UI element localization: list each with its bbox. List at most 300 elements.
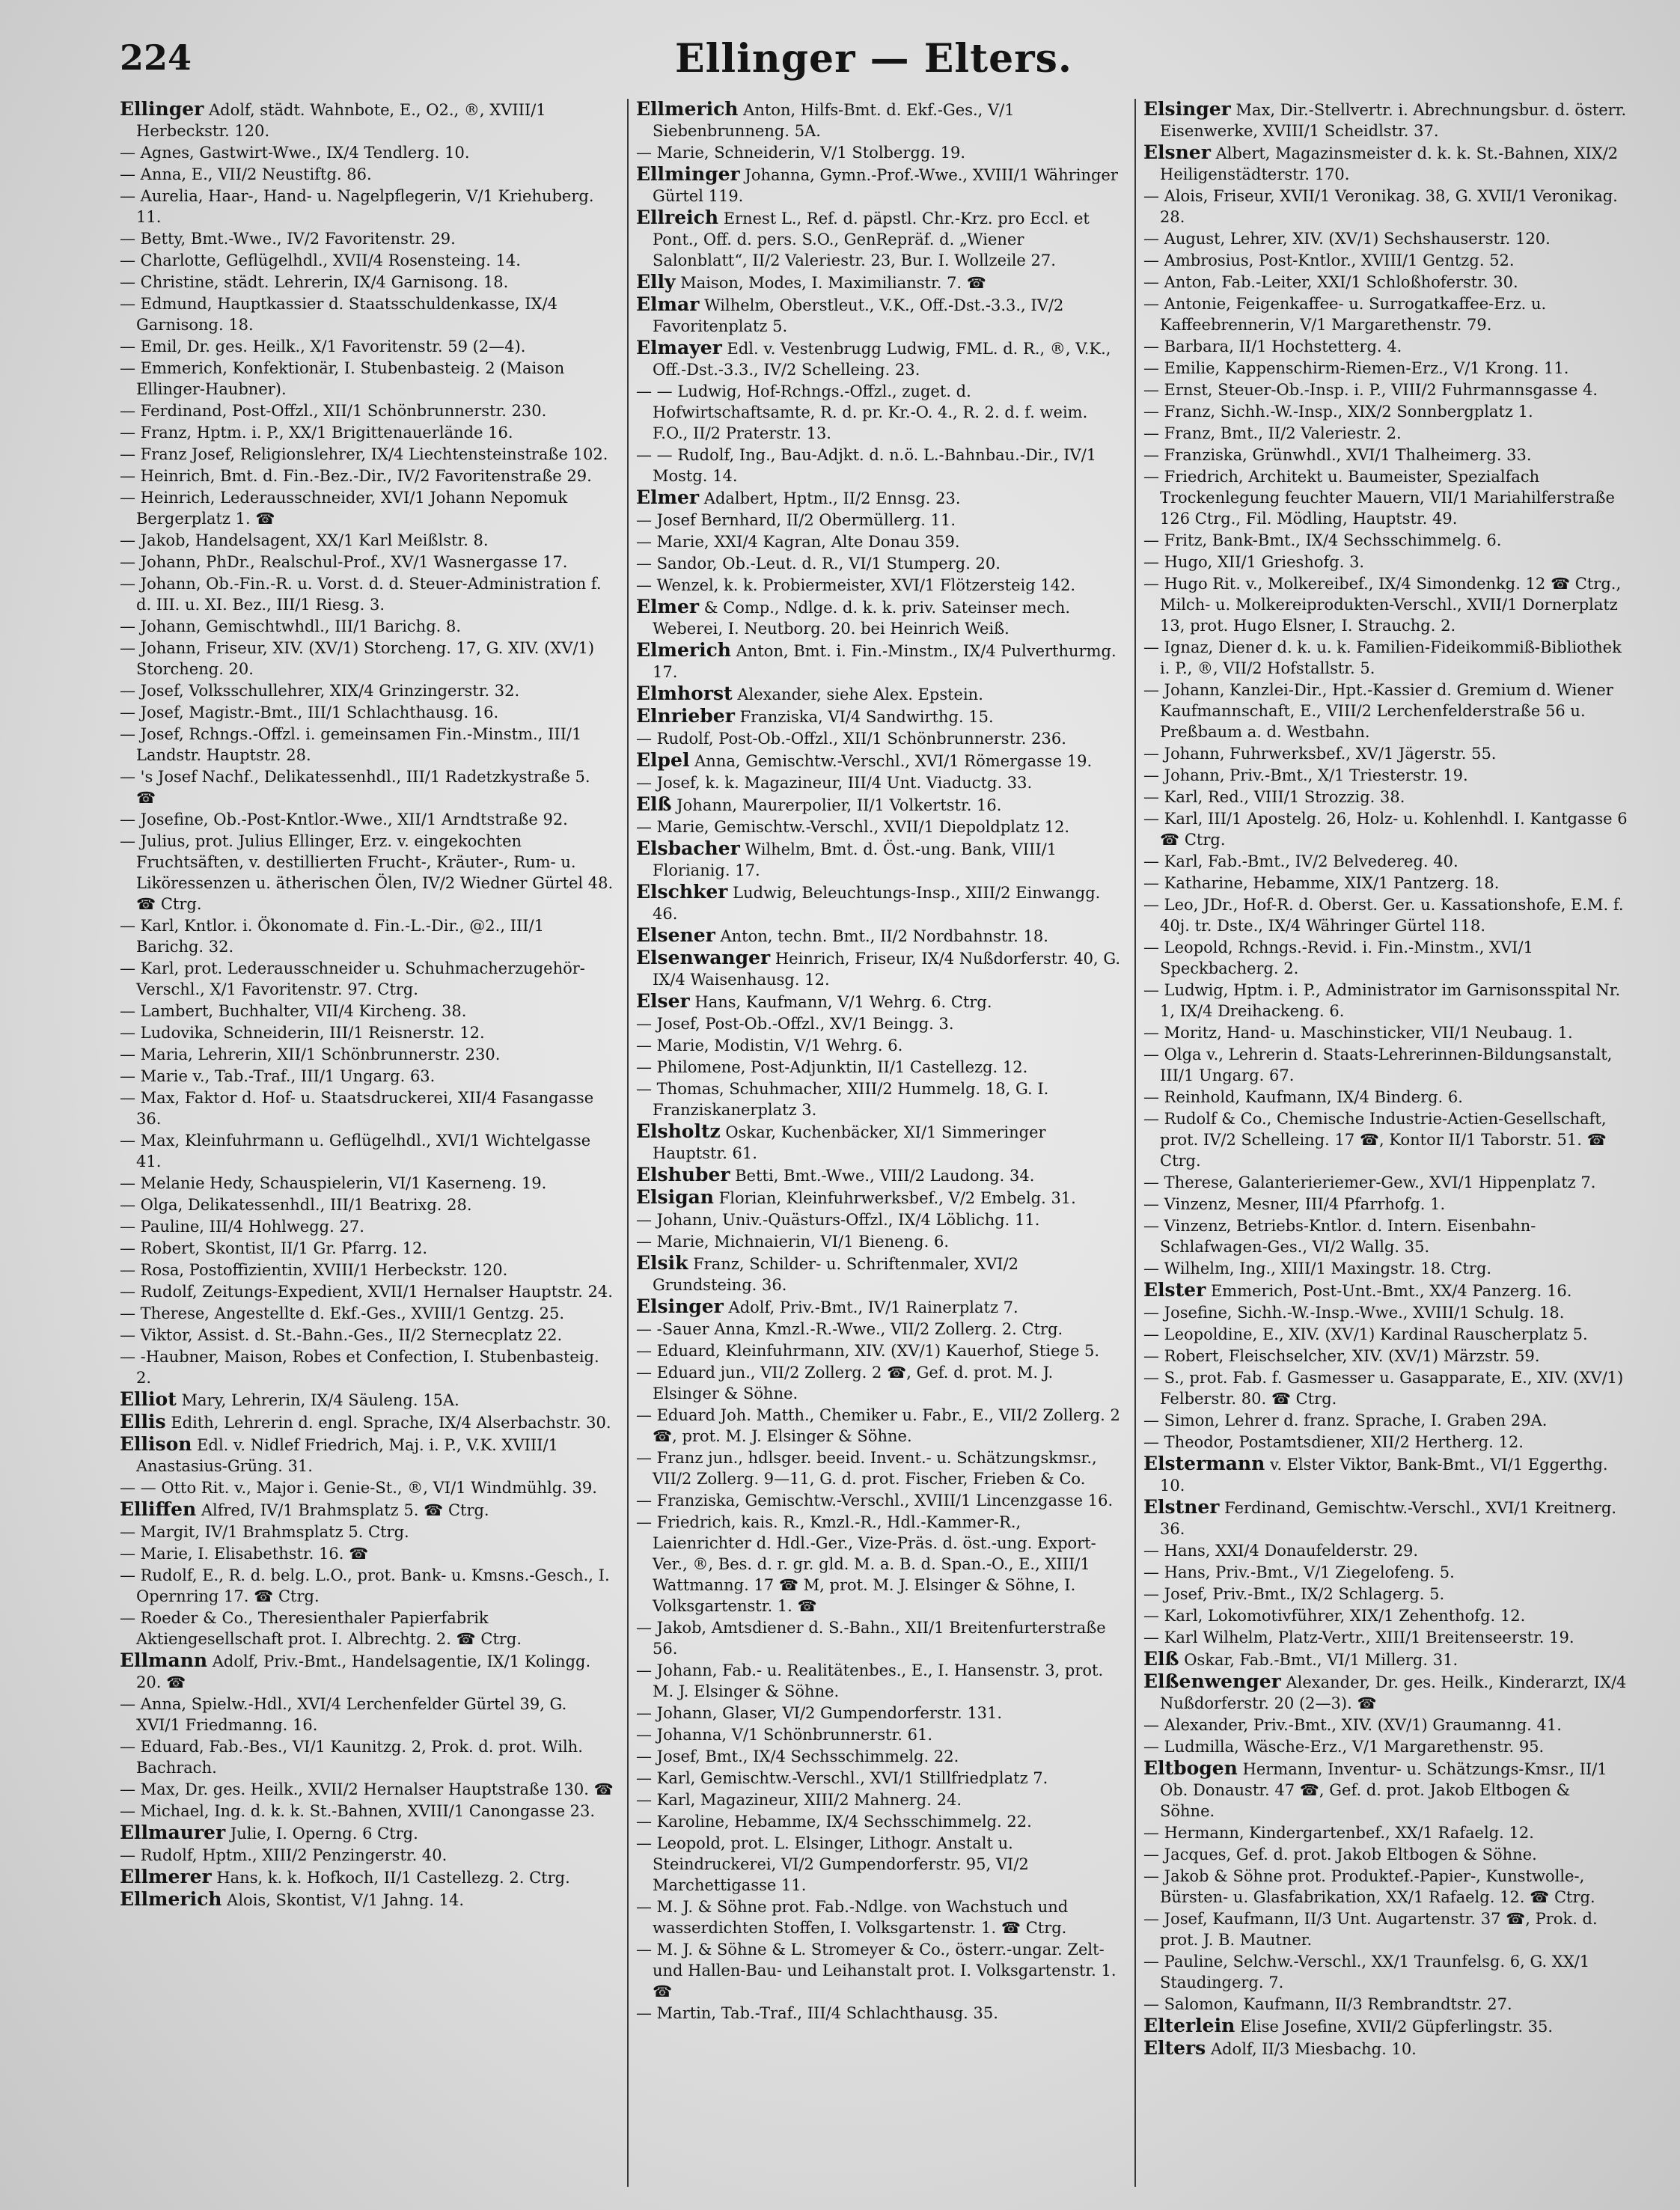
entry-headword: Elmhorst (636, 683, 733, 704)
directory-entry (1143, 787, 1628, 808)
entry-text: — Marie, Gemischtw.-Verschl., XVII/1 Diepoldplatz 12. (636, 818, 1070, 836)
directory-entry (1143, 293, 1628, 335)
directory-entry (636, 1319, 1121, 1340)
entry-text: — Anna, Spielw.-Hdl., XVI/4 Lerchenfelder Gürtel 39, G. XVI/1 Friedmanng. 16. (120, 1695, 567, 1734)
directory-entry (120, 1087, 614, 1129)
entry-text: — Viktor, Assist. d. St.-Bahn.-Ges., II/2 Sternecplatz 22. (120, 1326, 563, 1344)
entry-text: Ludwig, Beleuchtungs-Insp., XIII/2 Einwangg. 46. (653, 884, 1101, 923)
entry-text: — Hermann, Kindergartenbef., XX/1 Rafaelg. 12. (1143, 1824, 1534, 1842)
entry-headword: Elster (1143, 1279, 1206, 1301)
directory-entry (120, 1389, 614, 1411)
entry-text: — Johann, Priv.-Bmt., X/1 Triesterstr. 19. (1143, 766, 1468, 784)
directory-entry (1143, 1044, 1628, 1086)
column-3 (1134, 99, 1634, 2187)
entry-text: — Antonie, Feigenkaffee- u. Surrogatkaffee-Erz. u. Kaffeebrennerin, V/1 Margarethenstr. 79. (1143, 295, 1547, 334)
entry-text: Julie, I. Operng. 6 Ctrg. (230, 1825, 418, 1843)
directory-entry (636, 1164, 1121, 1186)
entry-headword: Ellison (120, 1433, 192, 1455)
directory-entry (636, 1209, 1121, 1230)
entry-headword: Ellminger (636, 163, 740, 185)
entry-text: — Franz jun., hdlsger. beeid. Invent.- u. Schätzungskmsr., VII/2 Zollerg. 9—11, G. d. prot. Fischer, Frieben & Co. (636, 1449, 1097, 1488)
entry-text: Anton, Bmt. i. Fin.-Minstm., IX/4 Pulverthurmg. 17. (653, 642, 1117, 681)
entry-text: — Robert, Skontist, II/1 Gr. Pfarrg. 12. (120, 1239, 428, 1257)
entry-text: — Maria, Lehrerin, XII/1 Schönbrunnerstr. 230. (120, 1046, 501, 1063)
entry-text: — Therese, Angestellte d. Ekf.-Ges., XVIII/1 Gentzg. 25. (120, 1304, 565, 1322)
entry-text: — Emilie, Kappenschirm-Riemen-Erz., V/1 Krong. 11. (1143, 359, 1569, 377)
directory-entry (1143, 336, 1628, 357)
directory-entry (1143, 1022, 1628, 1043)
entry-headword: Elmayer (636, 337, 722, 358)
directory-entry (636, 1724, 1121, 1745)
entry-text: — Robert, Fleischselcher, XIV. (XV/1) Märzstr. 59. (1143, 1347, 1540, 1365)
directory-entry (636, 142, 1121, 163)
directory-entry (120, 1845, 614, 1866)
entry-headword: Elschker (636, 881, 728, 903)
entry-text: — Rosa, Postoffizientin, XVIII/1 Herbeckstr. 120. (120, 1261, 508, 1279)
directory-entry (120, 1477, 614, 1498)
entry-text: — Rudolf, E., R. d. belg. L.O., prot. Bank- u. Kmsns.-Gesch., I. Opernring 17. ☎ Ctrg. (120, 1566, 610, 1605)
entry-text: Alfred, IV/1 Brahmsplatz 5. ☎ Ctrg. (201, 1501, 489, 1519)
directory-entry (1143, 1866, 1628, 1908)
entry-headword: Elshuber (636, 1164, 730, 1185)
directory-entry (1143, 765, 1628, 786)
directory-entry (636, 1512, 1121, 1617)
entry-text: — Martin, Tab.-Traf., III/4 Schlachthausg. 35. (636, 2004, 998, 2022)
directory-entry (636, 207, 1121, 271)
directory-entry (120, 1001, 614, 1022)
entry-headword: Ellis (120, 1411, 166, 1432)
entry-text: — Marie v., Tab.-Traf., III/1 Ungarg. 63. (120, 1067, 436, 1085)
directory-entry (636, 1447, 1121, 1489)
entry-text: — Ernst, Steuer-Ob.-Insp. i. P., VIII/2 Fuhrmannsgasse 4. (1143, 381, 1598, 399)
entry-text: — Leopoldine, E., XIV. (XV/1) Kardinal Rauscherplatz 5. (1143, 1325, 1588, 1343)
directory-entry (120, 142, 614, 163)
entry-text: & Comp., Ndlge. d. k. k. priv. Sateinser mech. Weberei, I. Neutborg. 20. bei Heinrich Weiß. (653, 599, 1071, 638)
directory-entry (1143, 851, 1628, 872)
entry-text: — August, Lehrer, XIV. (XV/1) Sechshauserstr. 120. (1143, 230, 1551, 248)
entry-text: — Josefine, Ob.-Post-Kntlor.-Wwe., XII/1 Arndtstraße 92. (120, 811, 568, 828)
entry-text: Edl. v. Nidlef Friedrich, Maj. i. P., V.K. XVIII/1 Anastasius-Grüng. 31. (136, 1436, 558, 1475)
entry-text: — Olga v., Lehrerin d. Staats-Lehrerinnen-Bildungsanstalt, III/1 Ungarg. 67. (1143, 1046, 1613, 1084)
entry-text: — Karl, III/1 Apostelg. 26, Holz- u. Kohlenhdl. I. Kantgasse 6 ☎ Ctrg. (1143, 810, 1628, 849)
entry-headword: Ellmerer (120, 1866, 212, 1887)
directory-entry (120, 336, 614, 357)
directory-entry (120, 1303, 614, 1324)
directory-entry (1143, 186, 1628, 228)
directory-entry (1143, 2038, 1628, 2060)
directory-entry (1143, 1758, 1628, 1822)
directory-entry (120, 530, 614, 551)
entry-text: — Fritz, Bank-Bmt., IX/4 Sechsschimmelg. 6. (1143, 531, 1502, 549)
entry-text: Franziska, VI/4 Sandwirthg. 15. (739, 708, 994, 726)
directory-entry (1143, 423, 1628, 444)
directory-entry (636, 1939, 1121, 2002)
entry-text: — Rudolf & Co., Chemische Industrie-Actien-Gesellschaft, prot. IV/2 Schelleing. 17 ☎, Kontor II/1 Taborstr. 51. ☎ Ctrg. (1143, 1110, 1607, 1170)
entry-text: — Josef, Volksschullehrer, XIX/4 Grinzingerstr. 32. (120, 682, 520, 700)
directory-entry (120, 915, 614, 957)
directory-entry (1143, 466, 1628, 529)
directory-entry (120, 465, 614, 486)
entry-text: Albert, Magazinsmeister d. k. k. St.-Bahnen, XIX/2 Heiligenstädterstr. 170. (1160, 144, 1619, 183)
entry-text: Ernest L., Ref. d. päpstl. Chr.-Krz. pro Eccl. et Pont., Off. d. pers. S.O., GenRepräf. d. „Wiener Salonblatt“, II/2 Valeriestr. 23, Bur. I. Wollzeile 27. (653, 210, 1090, 269)
directory-entry (120, 1565, 614, 1607)
entry-text: — Leopold, prot. L. Elsinger, Lithogr. Anstalt u. Steindruckerei, VI/2 Gumpendorferstr. 95, VI/2 Marchettigasse 11. (636, 1834, 1029, 1894)
entry-text: — Jakob & Söhne prot. Produktef.-Papier-, Kunstwolle-, Bürsten- u. Glasfabrikation, XX/1 Rafaelg. 12. ☎ Ctrg. (1143, 1867, 1595, 1906)
directory-entry (636, 683, 1121, 705)
entry-text: Franz, Schilder- u. Schriftenmaler, XVI/2 Grundsteing. 36. (653, 1255, 1018, 1294)
entry-text: — Katharine, Hebamme, XIX/1 Pantzerg. 18. (1143, 874, 1500, 892)
entry-headword: Elsenwanger (636, 947, 771, 968)
entry-text: Edl. v. Vestenbrugg Ludwig, FML. d. R., ®, V.K., Off.-Dst.-3.3., IV/2 Schelleing. 23. (653, 340, 1111, 379)
directory-entry (636, 294, 1121, 337)
entry-text: — Eduard, Fab.-Bes., VI/1 Kaunitzg. 2, Prok. d. prot. Wilh. Bachrach. (120, 1738, 583, 1777)
entry-text: — S., prot. Fab. f. Gasmesser u. Gasapparate, E., XIV. (XV/1) Felberstr. 80. ☎ Ctrg. (1143, 1369, 1624, 1408)
directory-entry (120, 228, 614, 249)
directory-entry (120, 272, 614, 293)
directory-entry (636, 272, 1121, 293)
entry-text: — Karl, Kntlor. i. Ökonomate d. Fin.-L.-Dir., @2., III/1 Barichg. 32. (120, 917, 544, 956)
entry-text: — Ferdinand, Post-Offzl., XII/1 Schönbrunnerstr. 230. (120, 402, 547, 420)
directory-entry (120, 1543, 614, 1564)
directory-entry (636, 1121, 1121, 1164)
entry-text: — Karl, Gemischtw.-Verschl., XVI/1 Stillfriedplatz 7. (636, 1769, 1048, 1787)
entry-text: — Lambert, Buchhalter, VII/4 Kircheng. 38. (120, 1002, 467, 1020)
entry-text: — Vinzenz, Betriebs-Kntlor. d. Intern. Eisenbahn-Schlafwagen-Ges., VI/2 Wallg. 35. (1143, 1217, 1536, 1256)
entry-text: — Aurelia, Haar-, Hand- u. Nagelpflegerin, V/1 Kriehuberg. 11. (120, 187, 594, 226)
entry-text: Maison, Modes, I. Maximilianstr. 7. ☎ (680, 274, 986, 292)
entry-text: — M. J. & Söhne & L. Stromeyer & Co., österr.-ungar. Zelt- und Hallen-Bau- und Leihanstalt prot. I. Volksgartenstr. 1. ☎ (636, 1941, 1117, 2000)
entry-text: — Julius, prot. Julius Ellinger, Erz. v. eingekochten Fruchtsäften, v. destillierten Frucht-, Kräuter-, Rum- u. Liköressenzen u. ätherischen Ölen, IV/2 Wiedner Gürtel 48. ☎ Ctrg. (120, 832, 614, 913)
directory-entry (1143, 743, 1628, 764)
column-1 (120, 99, 620, 2187)
directory-entry (636, 164, 1121, 207)
entry-text: Heinrich, Friseur, IX/4 Nußdorferstr. 40, G. IX/4 Waisenhausg. 12. (653, 950, 1121, 989)
directory-entry (1143, 379, 1628, 400)
entry-text: — Ludmilla, Wäsche-Erz., V/1 Margarethenstr. 95. (1143, 1738, 1545, 1756)
directory-entry (120, 552, 614, 573)
directory-entry (1143, 1280, 1628, 1301)
directory-entry (636, 750, 1121, 772)
entry-text: — Melanie Hedy, Schauspielerin, VI/1 Kaserneng. 19. (120, 1174, 547, 1192)
directory-entry (1143, 250, 1628, 271)
entry-text: Anton, Hilfs-Bmt. d. Ekf.-Ges., V/1 Siebenbrunneng. 5A. (653, 101, 1015, 140)
entry-text: — Marie, Modistin, V/1 Wehrg. 6. (636, 1037, 903, 1054)
entry-headword: Ellmerich (120, 1888, 222, 1910)
entry-text: Anna, Gemischtw.-Verschl., XVI/1 Römergasse 19. (694, 752, 1093, 770)
entry-text: Wilhelm, Oberstleut., V.K., Off.-Dst.-3.3., IV/2 Favoritenplatz 5. (653, 296, 1064, 335)
directory-entry (1143, 808, 1628, 850)
entry-text: — Franziska, Grünwhdl., XVI/1 Thalheimerg. 33. (1143, 446, 1532, 464)
directory-entry (120, 1694, 614, 1736)
entry-text: — Max, Faktor d. Hof- u. Staatsdruckerei, XII/4 Fasangasse 36. (120, 1089, 594, 1128)
directory-entry (1143, 228, 1628, 249)
entry-text: — Josef, Priv.-Bmt., IX/2 Schlagerg. 5. (1143, 1585, 1445, 1603)
entry-headword: Elmar (636, 293, 700, 315)
entry-headword: Elsholtz (636, 1120, 721, 1142)
directory-entry (636, 1746, 1121, 1767)
directory-entry (636, 381, 1121, 444)
directory-entry (120, 1066, 614, 1087)
directory-entry (636, 1296, 1121, 1318)
directory-entry (636, 1362, 1121, 1404)
entry-headword: Elmer (636, 486, 700, 508)
entry-headword: Elpel (636, 749, 690, 771)
entry-headword: Elmer (636, 596, 700, 617)
directory-entry (120, 1801, 614, 1822)
entry-text: — Leo, JDr., Hof-R. d. Oberst. Ger. u. Kassationshofe, E.M. f. 40j. tr. Dste., IX/4 Währinger Gürtel 118. (1143, 896, 1624, 935)
entry-text: — Margit, IV/1 Brahmsplatz 5. Ctrg. (120, 1523, 409, 1541)
entry-text: — Jakob, Amtsdiener d. S.-Bahn., XII/1 Breitenfurterstraße 56. (636, 1619, 1106, 1658)
entry-text: v. Elster Viktor, Bank-Bmt., VI/1 Eggerthg. 10. (1160, 1456, 1608, 1495)
directory-entry (120, 1216, 614, 1237)
entry-text: — Alexander, Priv.-Bmt., XIV. (XV/1) Graumanng. 41. (1143, 1716, 1562, 1734)
entry-text: — Michael, Ing. d. k. k. St.-Bahnen, XVIII/1 Canongasse 23. (120, 1802, 596, 1820)
directory-entry (636, 640, 1121, 683)
directory-entry (636, 1013, 1121, 1034)
entry-text: — Marie, Schneiderin, V/1 Stolbergg. 19. (636, 144, 966, 162)
entry-text: Hermann, Inventur- u. Schätzungs-Kmsr., II/1 Ob. Donaustr. 47 ☎, Gef. d. prot. Jakob Eltbogen & Söhne. (1160, 1760, 1607, 1820)
directory-entry (1143, 1584, 1628, 1605)
entry-text: — Pauline, III/4 Hohlwegg. 27. (120, 1218, 364, 1236)
directory-entry (636, 1789, 1121, 1810)
directory-entry (636, 991, 1121, 1013)
directory-entry (1143, 637, 1628, 679)
directory-entry (636, 1187, 1121, 1209)
entry-text: — — Rudolf, Ing., Bau-Adjkt. d. n.ö. L.-Bahnbau.-Dir., IV/1 Mostg. 14. (636, 446, 1097, 485)
entry-text: — Emil, Dr. ges. Heilk., X/1 Favoritenstr. 59 (2—4). (120, 338, 526, 355)
directory-entry (636, 838, 1121, 881)
entry-text: — Johann, Friseur, XIV. (XV/1) Storcheng. 17, G. XIV. (XV/1) Storcheng. 20. (120, 639, 595, 678)
entry-text: — Pauline, Selchw.-Verschl., XX/1 Traunfelsg. 6, G. XX/1 Staudingerg. 7. (1143, 1953, 1590, 1991)
entry-text: — Wilhelm, Ing., XIII/1 Maxingstr. 18. Ctrg. (1143, 1260, 1492, 1278)
directory-entry (1143, 1108, 1628, 1171)
directory-entry (636, 947, 1121, 990)
entry-text: — Friedrich, kais. R., Kmzl.-R., Hdl.-Kammer-R., Laienrichter d. Hdl.-Ger., Vize-Präs. d. öst.-ung. Export-Ver., ®, Bes. d. r. gr. gld. M. a. B. d. Span.-O., E., XIII/1 Wattmanng. 17 ☎ M, prot. M. J. Elsinger & Söhne, I. Volksgartenstr. 1. ☎ (636, 1513, 1096, 1615)
entry-text: — Ludovika, Schneiderin, III/1 Reisnerstr. 12. (120, 1024, 485, 1042)
directory-entry (1143, 1194, 1628, 1215)
entry-text: — Josef, Post-Ob.-Offzl., XV/1 Beingg. 3. (636, 1015, 954, 1033)
entry-text: Ferdinand, Gemischtw.-Verschl., XVI/1 Kreitnerg. 36. (1160, 1499, 1617, 1538)
entry-text: — Heinrich, Bmt. d. Fin.-Bez.-Dir., IV/2 Favoritenstraße 29. (120, 467, 592, 485)
entry-headword: Elß (1143, 1648, 1179, 1670)
directory-entry (636, 1340, 1121, 1361)
directory-entry (1143, 1302, 1628, 1323)
entry-text: Alexander, Dr. ges. Heilk., Kinderarzt, IX/4 Nußdorferstr. 20 (2—3). ☎ (1160, 1673, 1627, 1712)
entry-text: — Rudolf, Hptm., XIII/2 Penzingerstr. 40. (120, 1846, 448, 1864)
entry-text: — Sandor, Ob.-Leut. d. R., VI/1 Stumperg. 20. (636, 555, 1001, 573)
directory-entry (636, 338, 1121, 380)
directory-entry (120, 1650, 614, 1693)
directory-entry (120, 724, 614, 766)
entry-headword: Elstner (1143, 1496, 1220, 1518)
entry-text: — -Sauer Anna, Kmzl.-R.-Wwe., VII/2 Zollerg. 2. Ctrg. (636, 1320, 1063, 1338)
entry-text: Max, Dir.-Stellvertr. i. Abrechnungsbur. d. österr. Eisenwerke, XVIII/1 Scheidlstr. 37. (1160, 101, 1627, 140)
entry-text: — Betty, Bmt.-Wwe., IV/2 Favoritenstr. 29. (120, 230, 456, 248)
entry-text: — -Haubner, Maison, Robes et Confection, I. Stubenbasteig. 2. (120, 1348, 599, 1387)
entry-headword: Ellreich (636, 207, 719, 228)
entry-text: Johann, Maurerpolier, II/1 Volkertstr. 16. (676, 796, 1002, 814)
directory-entry (120, 616, 614, 637)
entry-text: — Johann, Kanzlei-Dir., Hpt.-Kassier d. Gremium d. Wiener Kaufmannschaft, E., VIII/2 Lerchenfelderstraße 56 u. Preßbaum a. d. Westbahn. (1143, 681, 1613, 741)
directory-entry (636, 510, 1121, 531)
directory-entry (636, 531, 1121, 552)
directory-entry (636, 575, 1121, 596)
directory-entry (1143, 358, 1628, 379)
directory-entry (636, 487, 1121, 509)
directory-entry (636, 1811, 1121, 1832)
entry-headword: Elsinger (636, 1295, 724, 1317)
entry-text: — M. J. & Söhne prot. Fab.-Ndlge. von Wachstuch und wasserdichten Stoffen, I. Volksgartenstr. 1. ☎ Ctrg. (636, 1898, 1069, 1937)
entry-headword: Elsigan (636, 1186, 714, 1208)
directory-entry (636, 1896, 1121, 1938)
directory-entry (636, 706, 1121, 727)
entry-headword: Elsik (636, 1252, 688, 1274)
entry-text: — Thomas, Schuhmacher, XIII/2 Hummelg. 18, G. I. Franziskanerplatz 3. (636, 1080, 1049, 1119)
directory-entry (120, 680, 614, 701)
entry-text: — Josef, Bmt., IX/4 Sechsschimmelg. 22. (636, 1747, 959, 1765)
directory-entry (636, 445, 1121, 486)
directory-entry (1143, 272, 1628, 293)
directory-entry (120, 809, 614, 830)
directory-entry (1143, 401, 1628, 422)
entry-text: — Christine, städt. Lehrerin, IX/4 Garnisong. 18. (120, 273, 509, 291)
entry-text: — Josef, Rchngs.-Offzl. i. gemeinsamen Fin.-Minstm., III/1 Landstr. Hauptstr. 28. (120, 725, 582, 764)
entry-text: — Karl Wilhelm, Platz-Vertr., XIII/1 Breitenseerstr. 19. (1143, 1628, 1574, 1646)
entry-text: — Jakob, Handelsagent, XX/1 Karl Meißlstr. 8. (120, 531, 489, 549)
directory-entry (120, 1260, 614, 1280)
directory-entry (120, 1411, 614, 1433)
directory-entry (1143, 1258, 1628, 1279)
entry-text: Emmerich, Post-Unt.-Bmt., XX/4 Panzerg. 16. (1210, 1282, 1572, 1300)
entry-text: Wilhelm, Bmt. d. Öst.-ung. Bank, VIII/1 Florianig. 17. (653, 840, 1057, 879)
directory-entry (120, 1866, 614, 1888)
directory-entry (120, 1608, 614, 1649)
column-2 (627, 99, 1127, 2187)
entry-text: Elise Josefine, XVII/2 Güpferlingstr. 35. (1239, 2018, 1554, 2036)
directory-entry (120, 1521, 614, 1542)
entry-text: Mary, Lehrerin, IX/4 Säuleng. 15A. (181, 1391, 459, 1409)
entry-text: Adolf, Priv.-Bmt., IV/1 Rainerplatz 7. (728, 1298, 1018, 1316)
entry-text: — Karl, Lokomotivführer, XIX/1 Zehenthofg. 12. (1143, 1607, 1526, 1625)
directory-entry (1143, 573, 1628, 636)
entry-headword: Elsbacher (636, 837, 740, 859)
entry-text: — Moritz, Hand- u. Maschinsticker, VII/1 Neubaug. 1. (1143, 1024, 1573, 1042)
page-header (120, 30, 1628, 90)
directory-entry (1143, 1432, 1628, 1453)
entry-text: — Anna, E., VII/2 Neustiftg. 86. (120, 165, 372, 183)
entry-text: Oskar, Kuchenbäcker, XI/1 Simmeringer Hauptstr. 61. (653, 1123, 1046, 1162)
directory-entry (120, 1044, 614, 1065)
entry-text: — Leopold, Rchngs.-Revid. i. Fin.-Minstm., XVI/1 Speckbacherg. 2. (1143, 938, 1533, 977)
entry-text: — Heinrich, Lederausschneider, XVI/1 Johann Nepomuk Bergerplatz 1. ☎ (120, 489, 568, 528)
directory-entry (120, 1434, 614, 1477)
directory-entry (636, 925, 1121, 947)
entry-text: Alexander, siehe Alex. Epstein. (737, 686, 983, 703)
entry-headword: Elsinger (1143, 99, 1231, 120)
directory-entry (120, 164, 614, 185)
entry-text: — Johann, Glaser, VI/2 Gumpendorferstr. 131. (636, 1704, 1003, 1722)
directory-entry (636, 1253, 1121, 1295)
directory-entry (1143, 2015, 1628, 2037)
directory-entry (120, 1779, 614, 1800)
entry-text: Florian, Kleinfuhrwerksbef., V/2 Embelg. 31. (718, 1189, 1076, 1207)
directory-entry (120, 250, 614, 271)
entry-text: — Eduard jun., VII/2 Zollerg. 2 ☎, Gef. d. prot. M. J. Elsinger & Söhne. (636, 1364, 1054, 1402)
entry-headword: Elliot (120, 1388, 177, 1410)
directory-entry (636, 1078, 1121, 1120)
entry-headword: Elly (636, 271, 676, 293)
entry-text: — Friedrich, Architekt u. Baumeister, Spezialfach Trockenlegung feuchter Mauern, VII/1 Mariahilferstraße 126 Ctrg., Fil. Mödling, Hauptstr. 49. (1143, 468, 1615, 528)
directory-entry (1143, 1497, 1628, 1539)
entry-text: — Agnes, Gastwirt-Wwe., IX/4 Tendlerg. 10. (120, 144, 470, 162)
entry-text: — Josef, Magistr.-Bmt., III/1 Schlachthausg. 16. (120, 703, 499, 721)
directory-entry (1143, 530, 1628, 551)
entry-text: Adolf, städt. Wahnbote, E., O2., ®, XVIII/1 Herbeckstr. 120. (136, 101, 546, 140)
directory-entry (120, 1130, 614, 1172)
entry-text: — Emmerich, Konfektionär, I. Stubenbasteig. 2 (Maison Ellinger-Haubner). (120, 359, 565, 398)
directory-entry (636, 553, 1121, 574)
entry-headword: Elnrieber (636, 705, 735, 727)
entry-headword: Elmerich (636, 639, 731, 661)
directory-entry (120, 1325, 614, 1346)
entry-text: — 's Josef Nachf., Delikatessenhdl., III/1 Radetzkystraße 5. ☎ (120, 768, 590, 807)
entry-headword: Elßenwenger (1143, 1670, 1281, 1692)
directory-entry (1143, 1540, 1628, 1561)
entry-text: — Johann, Ob.-Fin.-R. u. Vorst. d. d. Steuer-Administration f. d. III. u. XI. Bez., III/1 Riesg. 3. (120, 575, 602, 614)
entry-text: Alois, Skontist, V/1 Jahng. 14. (227, 1891, 464, 1909)
entry-text: — Karoline, Hebamme, IX/4 Sechsschimmelg. 22. (636, 1813, 1032, 1831)
entry-text: — Charlotte, Geflügelhdl., XVII/4 Rosensteing. 14. (120, 251, 521, 269)
directory-entry (1143, 1172, 1628, 1193)
entry-text: — — Ludwig, Hof-Rchngs.-Offzl., zuget. d. Hofwirtschaftsamte, R. d. pr. Kr.-O. 4., R. 2. d. f. weim. F.O., II/2 Praterstr. 13. (636, 382, 1088, 442)
directory-entry (120, 958, 614, 1000)
directory-entry (1143, 1715, 1628, 1736)
directory-entry (120, 702, 614, 723)
entry-text: — Karl, Fab.-Bmt., IV/2 Belvedereg. 40. (1143, 852, 1458, 870)
entry-text: — Josef, k. k. Magazineur, III/4 Unt. Viaductg. 33. (636, 774, 1033, 792)
entry-text: — Reinhold, Kaufmann, IX/4 Binderg. 6. (1143, 1088, 1463, 1106)
directory-entry (1143, 1822, 1628, 1843)
directory-entry (1143, 1844, 1628, 1865)
directory-entry (1143, 937, 1628, 979)
directory-entry (120, 1346, 614, 1388)
entry-text: — Salomon, Kaufmann, II/3 Rembrandtstr. 27. (1143, 1995, 1512, 2013)
entry-headword: Elstermann (1143, 1453, 1265, 1474)
entry-headword: Elterlein (1143, 2015, 1235, 2036)
directory-entry (120, 1022, 614, 1043)
directory-entry (120, 186, 614, 228)
entry-text: Hans, Kaufmann, V/1 Wehrg. 6. Ctrg. (694, 993, 992, 1011)
directory-entry (120, 422, 614, 443)
directory-entry (120, 1736, 614, 1778)
page-number: 224 (120, 37, 192, 78)
directory-entry (120, 1173, 614, 1194)
entry-text: Johanna, Gymn.-Prof.-Wwe., XVIII/1 Währinger Gürtel 119. (653, 166, 1118, 205)
directory-entry (120, 1238, 614, 1259)
entry-text: — Ambrosius, Post-Kntlor., XVIII/1 Gentzg. 52. (1143, 251, 1515, 269)
directory-entry (636, 1231, 1121, 1252)
directory-entry (636, 596, 1121, 639)
directory-entry (636, 1833, 1121, 1896)
entry-headword: Elß (636, 793, 672, 815)
directory-entry (1143, 980, 1628, 1022)
entry-text: Adalbert, Hptm., II/2 Ennsg. 23. (703, 489, 961, 507)
entry-text: — Olga, Delikatessenhdl., III/1 Beatrixg. 28. (120, 1196, 472, 1214)
directory-entry (120, 293, 614, 335)
entry-text: — Hans, XXI/4 Donaufelderstr. 29. (1143, 1542, 1419, 1560)
directory-entry (1143, 1367, 1628, 1409)
entry-text: — Josef, Kaufmann, II/3 Unt. Augartenstr. 37 ☎, Prok. d. prot. J. B. Mautner. (1143, 1910, 1598, 1949)
